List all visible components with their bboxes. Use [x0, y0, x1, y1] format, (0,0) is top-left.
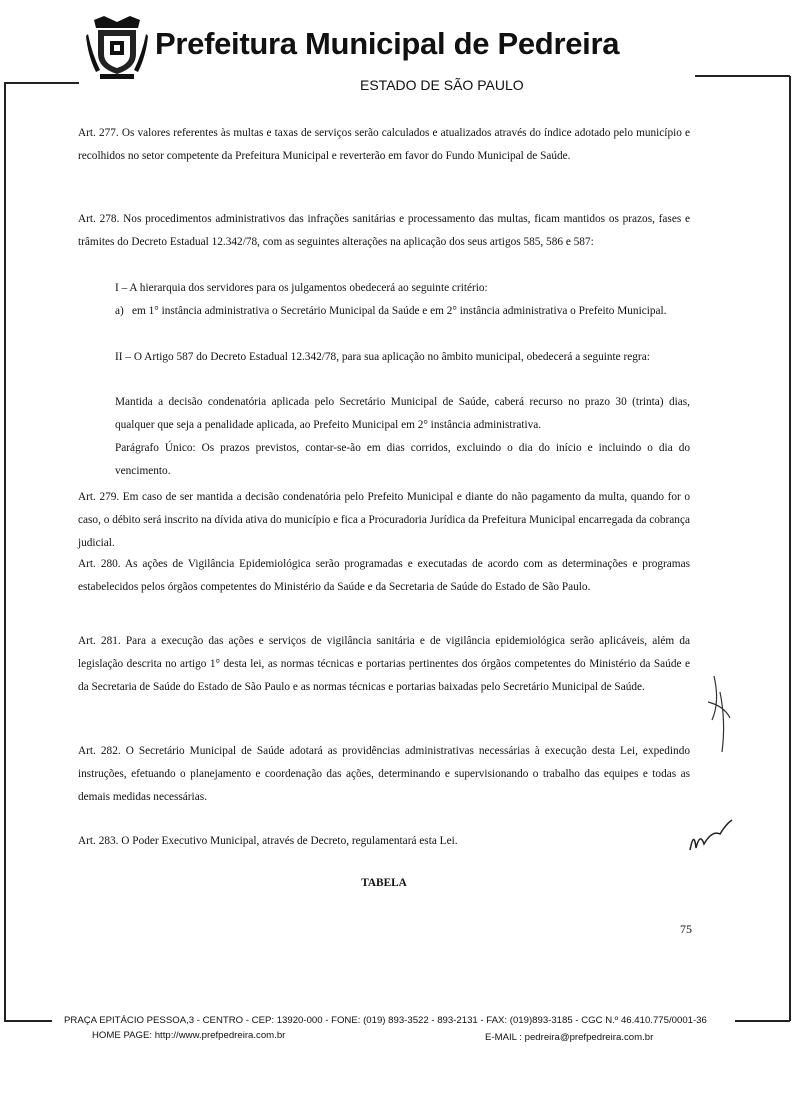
paragrafo-unico: Parágrafo Único: Os prazos previstos, contar-se-ão em dias corridos, excluindo o dia do início e incluindo o dia do vencimento. — [115, 442, 690, 477]
frame-bottom-left-line — [4, 1020, 52, 1022]
coat-of-arms-logo — [86, 14, 148, 82]
handwritten-signature — [686, 810, 736, 865]
municipal-coat-of-arms-icon — [86, 14, 148, 82]
footer-homepage[interactable]: HOME PAGE: http://www.prefpedreira.com.br — [92, 1030, 286, 1041]
article-278: Art. 278. Nos procedimentos administrativos das infrações sanitárias e processamento das multas, ficam mantidos os prazos, fases e trâmites do Decreto Estadual 12.342/78, com as seguintes alterações na aplicação dos seus artigos 585, 586 e 587: — [78, 213, 690, 248]
frame-left-line — [4, 82, 6, 1020]
article-279: Art. 279. Em caso de ser mantida a decisão condenatória pelo Prefeito Municipal e diante do não pagamento da multa, quando for o caso, o débito será inscrito na dívida ativa do município e fica a Procuradoria Jurídica da Prefeitura Municipal encarregada da cobrança judicial. — [78, 491, 690, 549]
tabela-heading: TABELA — [361, 877, 407, 889]
footer-email[interactable]: E-MAIL : pedreira@prefpedreira.com.br — [485, 1032, 654, 1043]
page-subtitle: ESTADO DE SÃO PAULO — [360, 77, 524, 93]
article-280: Art. 280. As ações de Vigilância Epidemiológica serão programadas e executadas de acordo com as determinações e programas estabelecidos pelos órgãos competentes do Ministério da Saúde e da Secretaria de Saúde do Estado de São Paulo. — [78, 558, 690, 593]
frame-right-line — [789, 76, 791, 1021]
article-277: Art. 277. Os valores referentes às multas e taxas de serviços serão calculados e atualizados através do índice adotado pelo município e recolhidos no setor competente da Prefeitura Municipal e reverterão em favor do Fundo Municipal de Saúde. — [78, 127, 690, 162]
frame-top-right-line — [695, 75, 790, 77]
frame-top-left-line — [4, 82, 79, 84]
footer-address: PRAÇA EPITÁCIO PESSOA,3 - CENTRO - CEP: 13920-000 - FONE: (019) 893-3522 - 893-2131 - FAX: (019)893-3185 - CGC N.º 46.410.775/0001-36 — [64, 1015, 707, 1026]
page-title: Prefeitura Municipal de Pedreira — [155, 26, 620, 61]
item-a: em 1° instância administrativa o Secretário Municipal da Saúde e em 2° instância administrativa o Prefeito Municipal. — [132, 305, 667, 317]
item-ii: II – O Artigo 587 do Decreto Estadual 12.342/78, para sua aplicação no âmbito municipal, obedecerá a seguinte regra: — [115, 351, 650, 363]
item-i: I – A hierarquia dos servidores para os julgamentos obedecerá ao seguinte critério: — [115, 282, 488, 294]
handwritten-initials — [700, 672, 740, 767]
page-number: 75 — [680, 922, 692, 936]
article-282: Art. 282. O Secretário Municipal de Saúde adotará as providências administrativas necessárias à execução desta Lei, expedindo instruções, efetuando o planejamento e coordenação das ações, determinando e supervisionando o trabalho das equipes e todas as demais medidas necessárias. — [78, 745, 690, 803]
article-283: Art. 283. O Poder Executivo Municipal, através de Decreto, regulamentará esta Lei. — [78, 835, 458, 847]
article-281: Art. 281. Para a execução das ações e serviços de vigilância sanitária e de vigilância epidemiológica serão aplicáveis, além da legislação descrita no artigo 1° desta lei, as normas técnicas e portarias pertinentes dos órgãos competentes do Ministério da Saúde e da Secretaria de Saúde do Estado de São Paulo e as normas técnicas e portarias baixadas pelo Secretário Municipal de Saúde. — [78, 635, 690, 693]
mantida-paragraph: Mantida a decisão condenatória aplicada pelo Secretário Municipal de Saúde, caberá recurso no prazo 30 (trinta) dias, qualquer que seja a penalidade aplicada, ao Prefeito Municipal em 2° instância administrativa. — [115, 396, 690, 431]
item-a-marker: a) — [115, 305, 124, 317]
frame-bottom-right-line — [735, 1020, 790, 1022]
